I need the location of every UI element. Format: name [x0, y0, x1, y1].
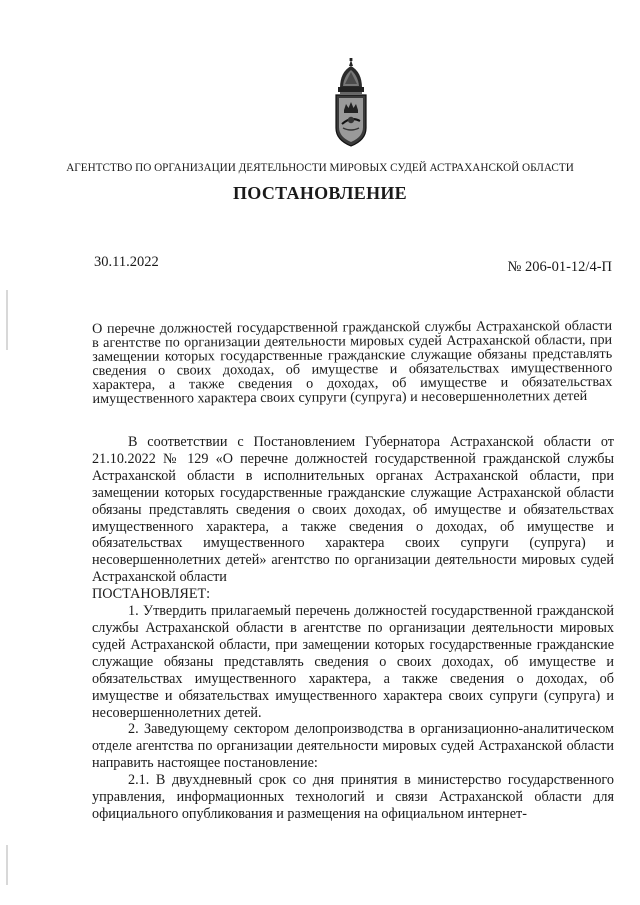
document-number: № 206-01-12/4-П — [507, 259, 612, 275]
document-date: 30.11.2022 — [94, 254, 159, 270]
preamble-paragraph: В соответствии с Постановлением Губернатора Астраханской области от 21.10.2022 № 129 «О перечне должностей государственной гражданской службы Астраханской области в исполнительных органах Астраханской области, при замещении которых государственные гражданские служащие Астраханской области обязаны представлять сведения о своих доходах, об имуществе и обязательствах имущественного характера, а также сведения о доходах, об имуществе и обязательствах имущественного характера своих супруги (супруга) и несовершеннолетних детей» агентство по организации деятельности мировых судей Астраханской области — [92, 434, 614, 586]
document-body — [92, 434, 614, 823]
item-2-1-paragraph: 2.1. В двухдневный срок со дня принятия в министерство государственного управления, информационных технологий и связи Астраханской области для официального опубликования и размещения на официальном интернет- — [92, 772, 614, 822]
item-2-paragraph: 2. Заведующему сектором делопроизводства в организационно-аналитическом отделе агентства по организации деятельности мировых судей Астраханской области направить настоящее постановление: — [92, 721, 614, 772]
scan-edge-mark — [6, 290, 8, 350]
agency-name: АГЕНТСТВО ПО ОРГАНИЗАЦИИ ДЕЯТЕЛЬНОСТИ МИРОВЫХ СУДЕЙ АСТРАХАНСКОЙ ОБЛАСТИ — [66, 162, 574, 174]
item-1-paragraph: 1. Утвердить прилагаемый перечень должностей государственной гражданской службы Астраханской области в агентстве по организации деятельности мировых судей Астраханской области, при замещении которых государственные гражданские служащие обязаны представлять сведения о своих доходах, об имуществе и обязательствах имущественного характера, а также сведения о доходах, об имуществе и обязательствах имущественного характера своих супруги (супруга) и несовершеннолетних детей. — [92, 603, 614, 721]
document-subject: О перечне должностей государственной гражданской службы Астраханской области в агентстве по организации деятельности мировых судей Астраханской области, при замещении которых государственные гражданские служащие обязаны представлять сведения о своих доходах, об имуществе и обязательствах имущественного характера, а также сведения о доходах, об имуществе и обязательствах имущественного характера своих супруги (супруга) и несовершеннолетних детей — [91, 317, 613, 407]
scan-edge-mark — [6, 845, 8, 885]
resolves-heading: ПОСТАНОВЛЯЕТ: — [92, 586, 211, 603]
astrakhan-coat-of-arms-icon — [326, 58, 376, 150]
document-title: ПОСТАНОВЛЕНИЕ — [233, 183, 407, 203]
